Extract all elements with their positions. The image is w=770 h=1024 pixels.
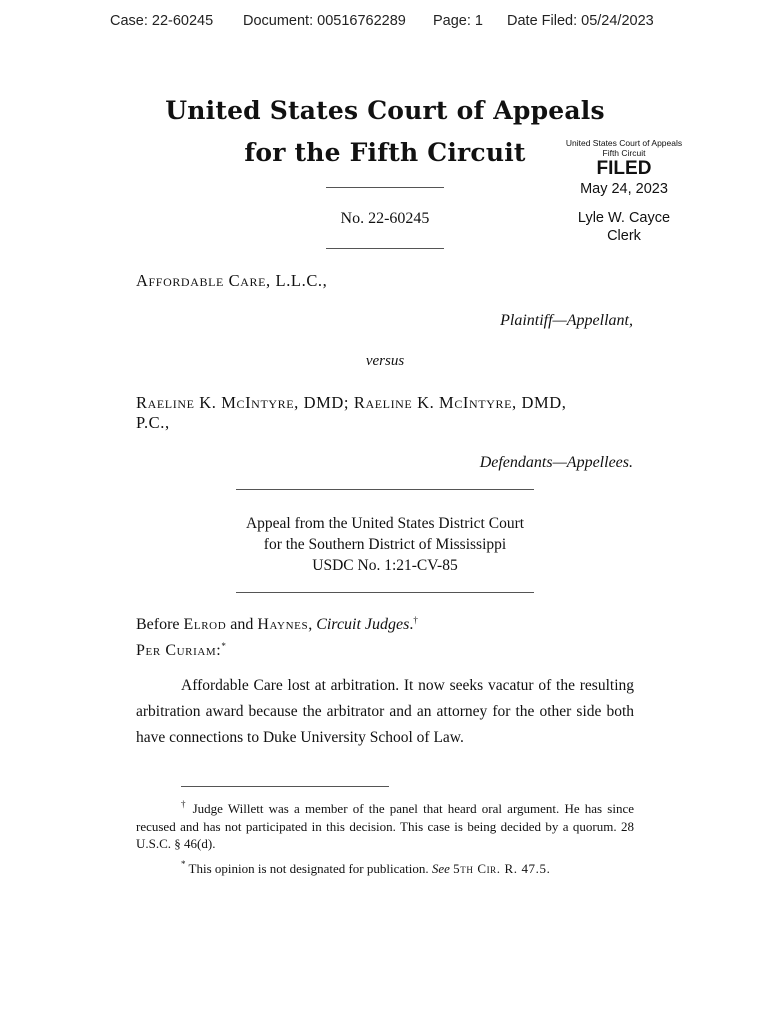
judge-name: Haynes <box>257 616 309 633</box>
divider <box>236 592 534 593</box>
defendants-line1: Raeline K. McIntyre, DMD; Raeline K. McIntyre, DMD, <box>136 393 567 412</box>
header-case-number: Case: 22-60245 <box>110 13 214 29</box>
stamp-circuit: Fifth Circuit <box>602 148 646 158</box>
opinion-paragraph: Affordable Care lost at arbitration. It now seeks vacatur of the resulting arbitration award because the arbitrator and an attorney for the other side both have connections to Duke University School of Law. <box>136 677 634 746</box>
filed-stamp <box>548 138 700 245</box>
versus: versus <box>365 353 405 369</box>
footnote-mark: † <box>181 799 188 809</box>
header-document-number: Document: 00516762289 <box>243 13 406 29</box>
case-number: No. 22-60245 <box>340 210 430 227</box>
appeal-line2: for the Southern District of Mississippi <box>263 536 507 553</box>
judges-title: Circuit Judges <box>316 616 410 633</box>
divider <box>326 187 444 188</box>
plaintiff-name: Affordable Care, L.L.C., <box>136 271 328 290</box>
footnote-mark: * <box>181 859 186 869</box>
before-comma: , <box>308 616 313 633</box>
footnote-ref-asterisk: * <box>221 641 226 651</box>
footnote-1 <box>136 800 634 853</box>
appeal-info <box>0 513 770 576</box>
defendants-role: Defendants—Appellees. <box>479 454 633 471</box>
footnote-citation: 5th Cir. R. 47.5. <box>453 861 551 876</box>
footnote-2 <box>136 860 634 878</box>
header-date-filed: Date Filed: 05/24/2023 <box>507 13 654 29</box>
footnote-divider <box>181 786 389 787</box>
before-and: and <box>230 616 254 633</box>
footnote-see: See <box>431 861 450 876</box>
before-prefix: Before <box>136 616 180 633</box>
panel-judges <box>136 616 418 634</box>
document-header <box>0 13 770 33</box>
per-curiam-label: Per Curiam: <box>136 642 222 659</box>
divider <box>236 489 534 490</box>
footnote-text: Judge Willett was a member of the panel that heard oral argument. He has since recused and has not participated in this decision. This case is being decided by a quorum. 28 U.S.C. § 46(d). <box>136 801 634 851</box>
footnote-ref-dagger: † <box>413 615 418 625</box>
stamp-clerk-title: Clerk <box>607 228 641 244</box>
stamp-clerk-name: Lyle W. Cayce <box>577 210 671 226</box>
appeal-line3: USDC No. 1:21-CV-85 <box>312 557 458 574</box>
stamp-filed: FILED <box>596 158 652 179</box>
defendants-line2: P.C., <box>136 413 170 432</box>
stamp-court: United States Court of Appeals <box>565 138 683 148</box>
judge-name: Elrod <box>183 616 227 633</box>
footnote-text: This opinion is not designated for publication. <box>188 861 429 876</box>
appeal-line1: Appeal from the United States District Court <box>245 515 525 532</box>
before-period: . <box>409 616 414 633</box>
stamp-date: May 24, 2023 <box>580 181 668 197</box>
divider <box>326 248 444 249</box>
plaintiff-role: Plaintiff—Appellant, <box>500 312 633 329</box>
header-page-number: Page: 1 <box>433 13 483 29</box>
court-title-line1: United States Court of Appeals <box>165 96 605 125</box>
court-title-line2: for the Fifth Circuit <box>244 138 526 167</box>
per-curiam <box>136 642 226 660</box>
